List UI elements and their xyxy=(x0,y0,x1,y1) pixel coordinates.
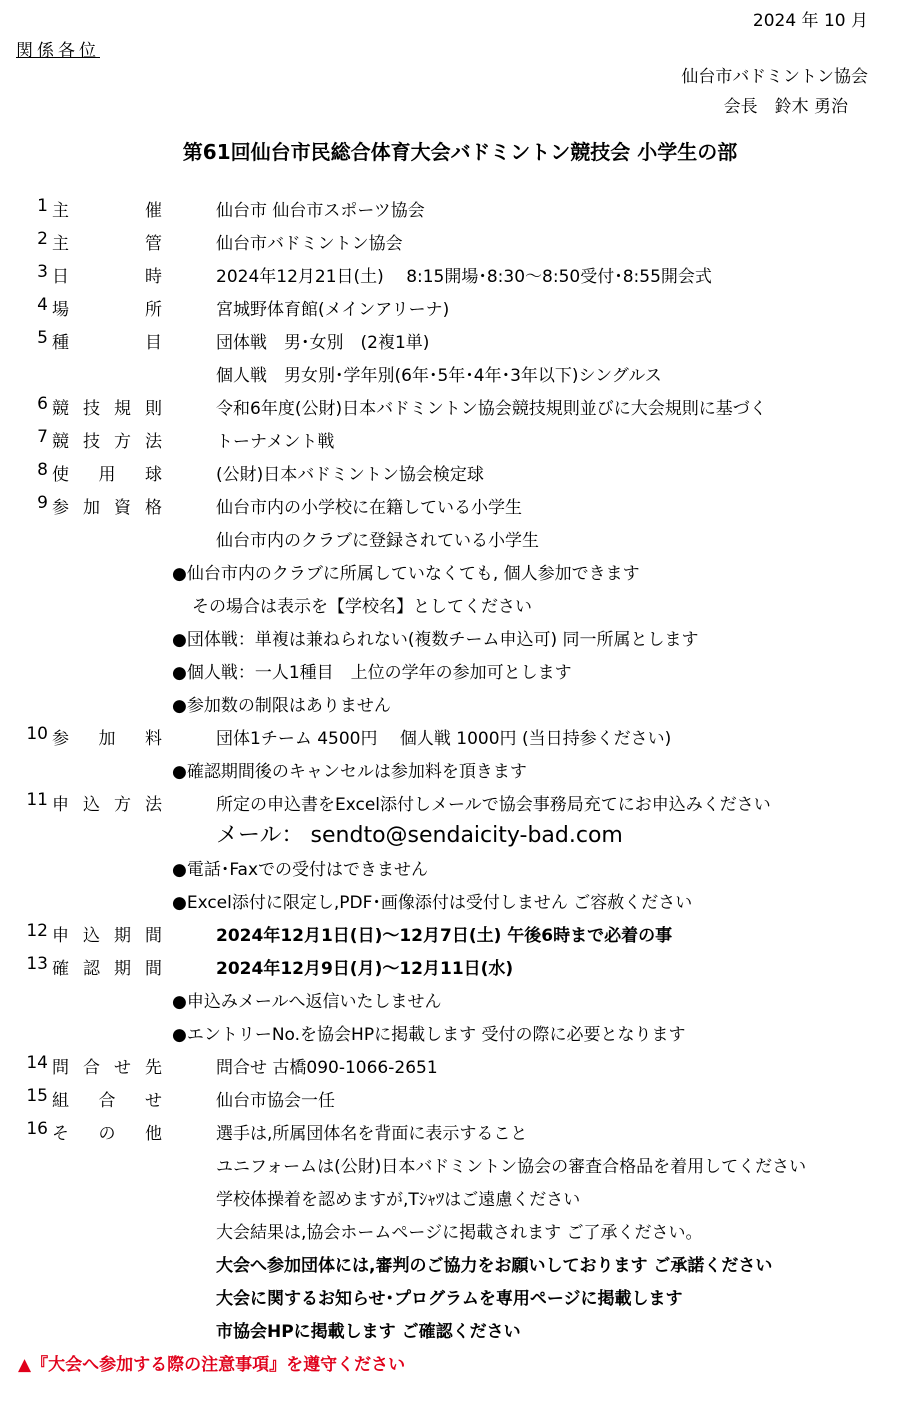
item-label: 主 管 xyxy=(52,234,162,254)
item-label: 参 加 料 xyxy=(52,729,162,749)
item-label: 確 認 期 間 xyxy=(52,959,162,979)
item-label: そ の 他 xyxy=(52,1124,162,1144)
contact-email[interactable]: メール： sendto@sendaicity-bad.com xyxy=(216,823,623,848)
item-label: 場 所 xyxy=(52,300,162,320)
item-label: 競 技 規 則 xyxy=(52,399,162,419)
note-item: その場合は表示を【学校名】としてください xyxy=(192,597,532,617)
item-label: 種 目 xyxy=(52,333,162,353)
document-title: 第61回仙台市民総合体育大会バドミントン競技会 小学生の部 xyxy=(182,140,738,164)
note-item: ●申込みメールへ返信いたしません xyxy=(172,992,442,1012)
note-item: ●Excel添付に限定し,PDF･画像添付は受付しません ご容赦ください xyxy=(172,893,693,913)
item-label: 使 用 球 xyxy=(52,465,162,485)
warning-notice: ▲『大会へ参加する際の注意事項』を遵守ください xyxy=(18,1355,406,1375)
document-date: 2024 年 10 月 xyxy=(752,11,868,31)
note-item: ●確認期間後のキャンセルは参加料を頂きます xyxy=(172,762,527,782)
item-label: 主 催 xyxy=(52,201,162,221)
item-label: 参 加 資 格 xyxy=(52,498,162,518)
note-item: ●電話･Faxでの受付はできません xyxy=(172,860,429,880)
note-item: ●団体戦：単複は兼ねられない(複数チーム申込可) 同一所属とします xyxy=(172,630,699,650)
item-label: 申 込 期 間 xyxy=(52,926,162,946)
representative-name: 会長 鈴木 勇治 xyxy=(723,97,848,117)
note-item: ●個人戦：一人1種目 上位の学年の参加可とします xyxy=(172,663,572,683)
item-label: 日 時 xyxy=(52,267,162,287)
addressee: 関係各位 xyxy=(16,41,100,61)
note-item: ●仙台市内のクラブに所属していなくても, 個人参加できます xyxy=(172,564,640,584)
organization-name: 仙台市バドミントン協会 xyxy=(681,67,868,87)
note-item: ●参加数の制限はありません xyxy=(172,696,391,716)
item-label: 申 込 方 法 xyxy=(52,795,162,815)
note-item: ●エントリーNo.を協会HPに掲載します 受付の際に必要となります xyxy=(172,1025,686,1045)
item-label: 組 合 せ xyxy=(52,1091,162,1111)
item-label: 問 合 せ 先 xyxy=(52,1058,162,1078)
item-label: 競 技 方 法 xyxy=(52,432,162,452)
